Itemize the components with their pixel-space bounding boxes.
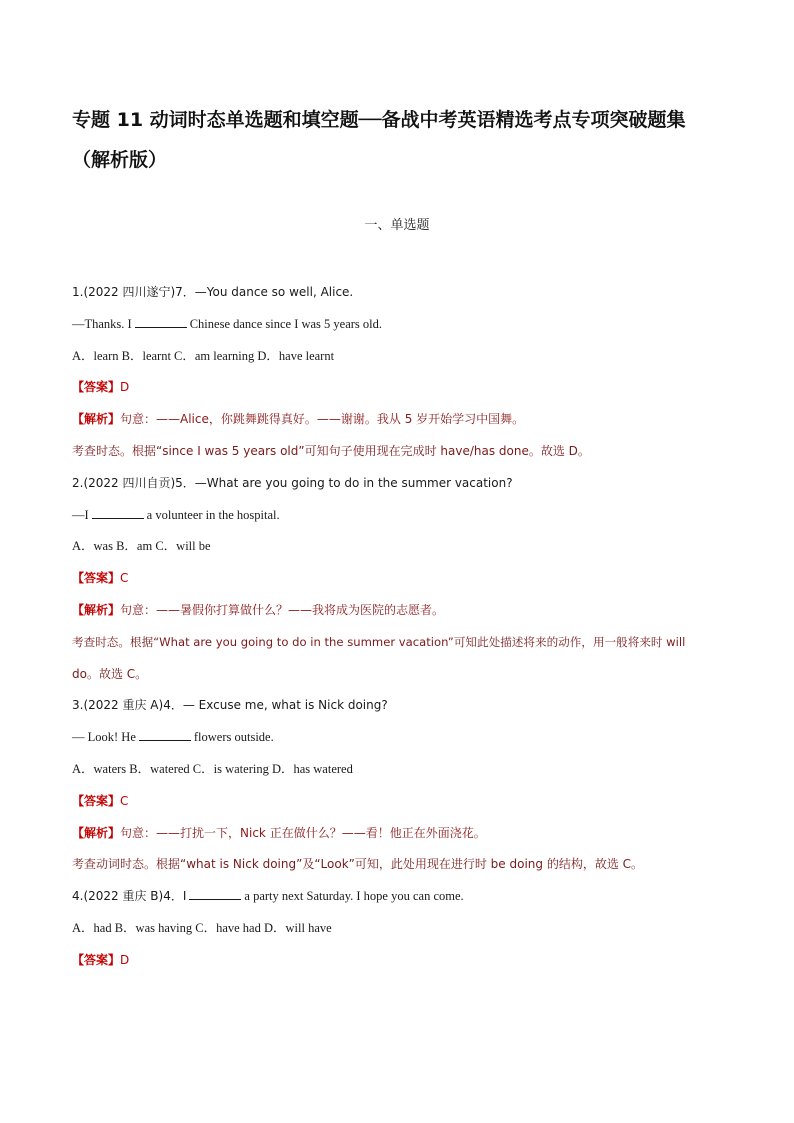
question-1-blank: [135, 315, 187, 328]
question-4-stem-after: a party next Saturday. I hope you can come.: [244, 889, 464, 904]
question-3-stem: 3.(2022 重庆 A)4．— Excuse me, what is Nick doing?: [72, 698, 388, 713]
question-1-line2-after: Chinese dance since I was 5 years old.: [189, 316, 383, 331]
explain-label: 【解析】: [72, 602, 121, 617]
question-2-stem: 2.(2022 四川自贡)5．—What are you going to do in the summer vacation?: [72, 475, 513, 490]
question-1-line2: [72, 314, 732, 346]
answer-value: D: [120, 380, 130, 395]
question-2-options: A．was B．am C．will be: [72, 539, 211, 554]
explain-text: 句意：——Alice，你跳舞跳得真好。——谢谢。我从 5 岁开始学习中国舞。: [120, 412, 525, 427]
question-3-answer: [72, 791, 732, 823]
answer-label: 【答案】: [72, 380, 121, 395]
answer-label: 【答案】: [72, 952, 121, 967]
question-4-answer: [72, 950, 732, 982]
question-3-line2-before: — Look! He: [72, 730, 136, 745]
explain-text: 句意：——暑假你打算做什么？——我将成为医院的志愿者。: [120, 602, 445, 617]
question-1-explain-line2: 考查时态。根据“since I was 5 years old”可知句子使用现在完成时 have/has done。故选 D。: [72, 443, 590, 458]
question-3-blank: [139, 728, 191, 741]
question-1-explain: [72, 409, 732, 441]
question-2-explain: [72, 600, 732, 632]
question-1-options: A．learn B．learnt C．am learning D．have learnt: [72, 348, 335, 363]
explain-label: 【解析】: [72, 825, 121, 840]
answer-label: 【答案】: [72, 571, 121, 586]
question-2-line2-before: —I: [72, 507, 89, 522]
explain-label: 【解析】: [72, 412, 121, 427]
question-4-options: A．had B．was having C．have had D．will have: [72, 920, 332, 935]
question-1-line2-before: —Thanks. I: [72, 316, 132, 331]
question-3-line2-after: flowers outside.: [193, 730, 274, 745]
document-title: [72, 100, 732, 180]
question-3-options: A．waters B．watered C．is watering D．has watered: [72, 761, 353, 776]
explain-text: 句意：——打扰一下，Nick 正在做什么？——看！他正在外面浇花。: [120, 825, 486, 840]
question-2-line2: [72, 505, 732, 537]
question-2-line2-after: a volunteer in the hospital.: [146, 507, 280, 522]
question-4-stem: [72, 886, 732, 918]
answer-value: C: [120, 571, 129, 586]
question-2-explain-line2: 考查时态。根据“What are you going to do in the summer vacation”可知此处描述将来的动作，用一般将来时 will: [72, 634, 686, 649]
question-1-stem: 1.(2022 四川遂宁)7．—You dance so well, Alice.: [72, 285, 354, 299]
answer-label: 【答案】: [72, 793, 121, 808]
question-list: [72, 282, 732, 982]
question-4-blank: [189, 887, 241, 900]
question-3-explain: [72, 823, 732, 855]
title-line-1: 专题 11 动词时态单选题和填空题──备战中考英语精选考点专项突破题集: [72, 109, 686, 131]
question-2-answer: [72, 568, 732, 600]
title-line-2: （解析版）: [72, 149, 168, 171]
answer-value: C: [120, 793, 129, 808]
section-heading: 一、单选题: [364, 218, 430, 233]
question-2-blank: [92, 506, 144, 519]
question-4-stem-before: 4.(2022 重庆 B)4．I: [72, 889, 187, 904]
question-2-explain-line3: do。故选 C。: [72, 666, 148, 681]
answer-value: D: [120, 952, 130, 967]
question-1-answer: [72, 377, 732, 409]
question-3-explain-line2: 考查动词时态。根据“what is Nick doing”及“Look”可知，此处用现在进行时 be doing 的结构，故选 C。: [72, 857, 644, 872]
question-3-line2: [72, 727, 732, 759]
